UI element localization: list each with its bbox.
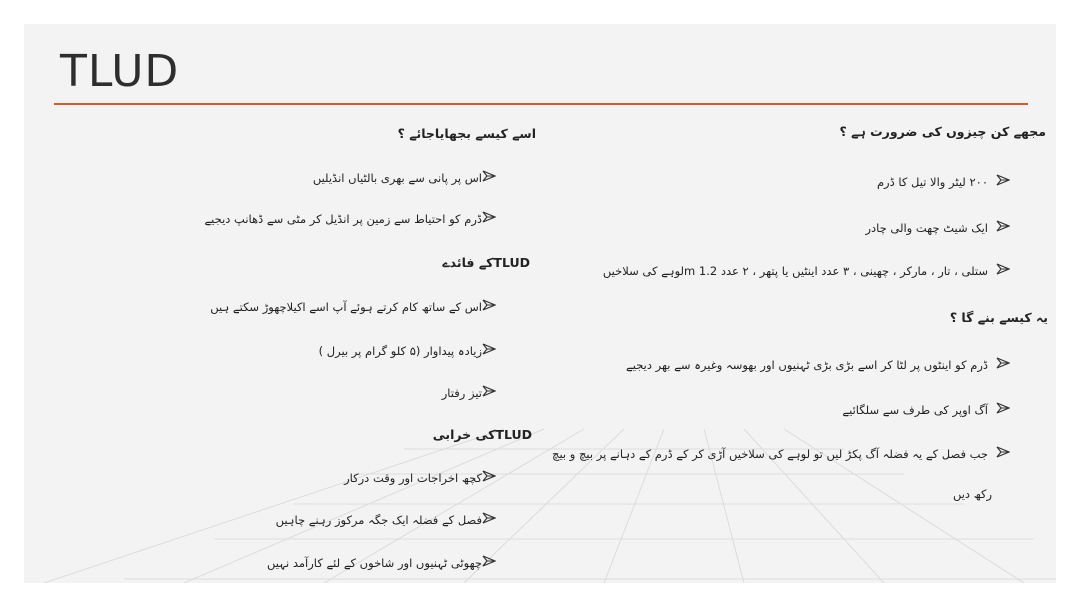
arrow-check-bullet-icon: [482, 384, 496, 398]
arrow-check-bullet-icon: [482, 169, 496, 183]
arrow-check-bullet-icon: [996, 445, 1010, 459]
heading-how-to-extinguish: اسے کیسے بجھایاجائے ؟: [397, 126, 536, 141]
title-underline: [54, 103, 1028, 105]
drawback-item-cost-time: کچھ اخراجات اور وقت درکار: [344, 471, 482, 485]
benefit-item-unattended: اس کے ساتھ کام کرتے ہوئے آپ اسے اکیلاچھوڑ سکتے ہیں: [210, 300, 482, 314]
arrow-check-bullet-icon: [996, 262, 1010, 276]
heading-drawbacks: TLUDکی خرابی: [432, 427, 532, 442]
need-item-drum: ۲۰۰ لیٹر والا تیل کا ڈرم: [876, 175, 988, 189]
make-step-light-fire: آگ اوپر کی طرف سے سلگائیے: [842, 403, 988, 417]
perspective-grid-background: [24, 24, 1056, 583]
arrow-check-bullet-icon: [482, 298, 496, 312]
extinguish-item-water: اس پر پانی سے بھری بالٹیاں انڈیلیں: [312, 171, 482, 185]
arrow-check-bullet-icon: [482, 469, 496, 483]
benefit-item-high-yield: زیادہ پیداوار (۵ کلو گرام پر بیرل ): [318, 344, 482, 358]
arrow-check-bullet-icon: [482, 342, 496, 356]
arrow-check-bullet-icon: [996, 219, 1010, 233]
benefit-item-fast: تیز رفتار: [441, 386, 482, 400]
make-step-place-rods: جب فصل کے یہ فضلہ آگ پکڑ لیں تو لوہے کی سلاخیں آڑی کر کے ڈرم کے دہانے پر بیچ و بیچ: [552, 447, 988, 461]
arrow-check-bullet-icon: [482, 210, 496, 224]
make-step-place-rods-continued: رکھ دیں: [952, 487, 992, 501]
slide-title: TLUD: [60, 46, 180, 97]
arrow-check-bullet-icon: [996, 173, 1010, 187]
arrow-check-bullet-icon: [996, 401, 1010, 415]
arrow-check-bullet-icon: [996, 356, 1010, 370]
heading-how-will-it-be-made: یہ کیسے بنے گا ؟: [949, 310, 1048, 325]
need-item-roof-sheet: ایک شیٹ چھت والی چادر: [865, 221, 988, 235]
drawback-item-concentrated-waste: فصل کے فضلہ ایک جگہ مرکوز رہنے چاہیں: [275, 513, 482, 527]
arrow-check-bullet-icon: [482, 554, 496, 568]
make-step-fill-drum: ڈرم کو اینٹوں پر لٹا کر اسے بڑی بڑی ٹہنیوں اور بھوسہ وغیرہ سے بھر دیجیے: [626, 358, 988, 372]
need-item-tools: ستلی ، تار ، مارکر ، چھینی ، ۳ عدد اینٹیں یا پتھر ، ۲ عدد 1.2 mلوہے کی سلاخیں: [602, 264, 988, 278]
arrow-check-bullet-icon: [482, 511, 496, 525]
slide: [24, 24, 1056, 583]
heading-what-do-i-need: مجھے کن چیزوں کی ضرورت ہے ؟: [839, 124, 1046, 139]
extinguish-item-cover-soil: ڈرم کو احتیاط سے زمین پر انڈیل کر مٹی سے ڈھانپ دیجیے: [204, 212, 482, 226]
heading-benefits: TLUDکے فائدے: [442, 255, 530, 270]
drawback-item-small-branches: چھوٹی ٹہنیوں اور شاخوں کے لئے کارآمد نہیں: [267, 556, 482, 570]
